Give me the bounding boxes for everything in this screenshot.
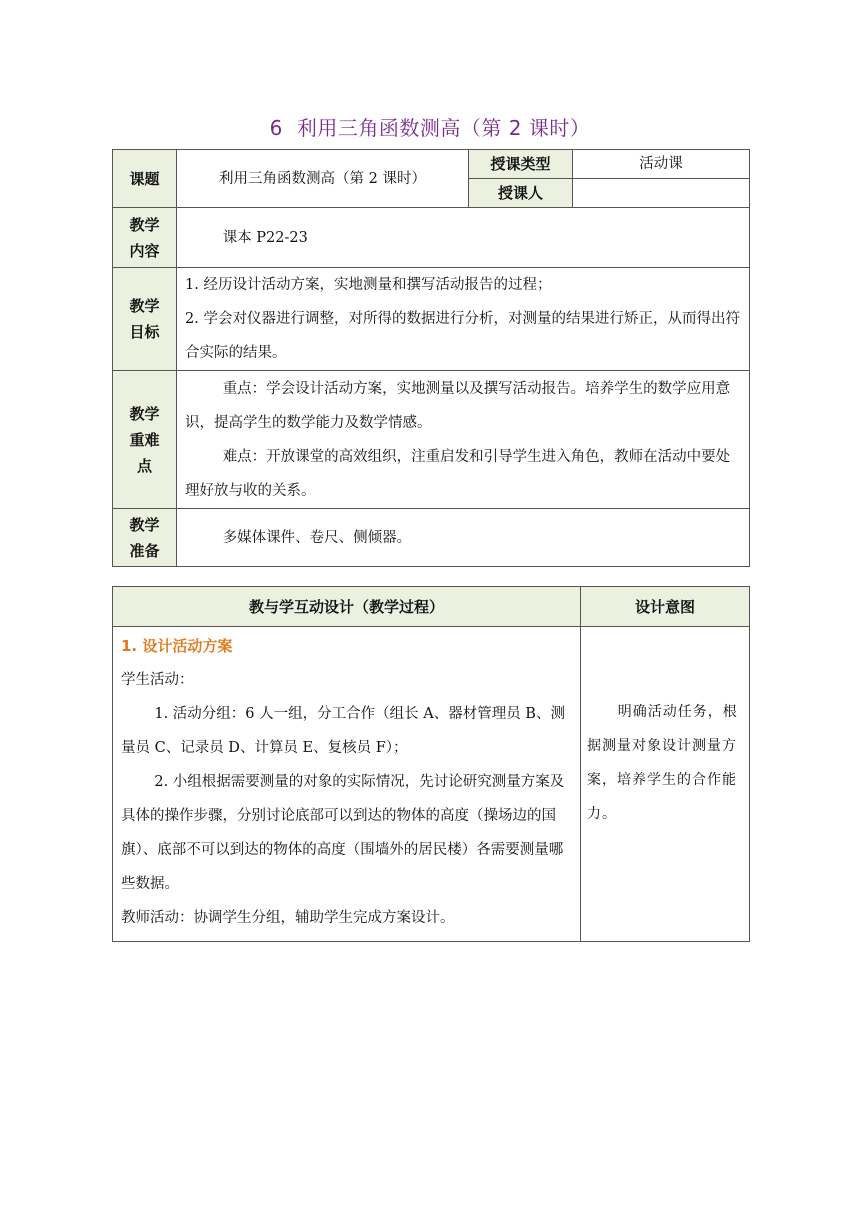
goal-item-2: 2. 学会对仪器进行调整，对所得的数据进行分析，对测量的结果进行矫正，从而得出符合实际的结果。 [185,311,740,361]
intent-header: 设计意图 [581,587,750,627]
topic-label: 课题 [113,150,177,208]
prep-label-line1: 教学 [129,515,160,534]
key-label-line1: 教学 [129,404,160,423]
prep-label [113,509,177,567]
lesson-info-table [112,149,750,567]
topic-value: 利用三角函数测高（第 2 课时） [177,150,469,208]
goals-label-line1: 教学 [129,297,160,315]
key-points: 重点：学会设计活动方案，实地测量以及撰写活动报告。培养学生的数学应用意识，提高学生的数学能力及数学情感。 [185,380,731,431]
teacher-activity: 教师活动：协调学生分组，辅助学生完成方案设计。 [121,910,455,926]
teacher-label: 授课人 [469,179,573,208]
design-intent [581,627,750,942]
teaching-process-table [112,586,750,942]
type-value: 活动课 [573,150,750,179]
goals-value [177,268,750,371]
lesson-title: 利用三角函数测高（第 2 课时） [296,116,591,140]
process-body [113,627,581,942]
difficult-points: 难点：开放课堂的高效组织，注重启发和引导学生进入角色，教师在活动中要处理好放与收的关系。 [185,448,731,499]
key-points-value [177,371,750,509]
type-label: 授课类型 [469,150,573,179]
prep-label-line2: 准备 [129,541,160,560]
design-intent-text: 明确活动任务，根据测量对象设计测量方案，培养学生的合作能力。 [587,704,738,822]
step-2: 2. 小组根据需要测量的对象的实际情况，先讨论研究测量方案及具体的操作步骤，分别讨论底部可以到达的物体的高度（操场边的国旗）、底部不可以到达的物体的高度（围墙外的居民楼）各需要测量哪些数据。 [121,774,565,892]
teacher-value [573,179,750,208]
content-label [113,208,177,268]
content-label-line2: 内容 [129,241,160,260]
step-1: 1. 活动分组：6 人一组，分工合作（组长 A、器材管理员 B、测量员 C、记录员 D、计算员 E、复核员 F）； [121,706,565,756]
prep-value: 多媒体课件、卷尺、侧倾器。 [177,509,750,567]
key-points-label [113,371,177,509]
process-header: 教与学互动设计（教学过程） [113,587,581,627]
content-label-line1: 教学 [129,215,160,234]
goal-item-1: 1. 经历设计活动方案，实地测量和撰写活动报告的过程； [185,277,552,293]
page-title [0,112,860,141]
student-activity-label: 学生活动： [121,672,194,688]
section-title: 1. 设计活动方案 [121,637,233,655]
content-value: 课本 P22-23 [177,208,750,268]
key-label-line2: 重难 [129,430,160,449]
goals-label [113,268,177,371]
goals-label-line2: 目标 [129,323,160,341]
key-label-line3: 点 [136,456,152,475]
lesson-number: 6 [269,116,283,140]
